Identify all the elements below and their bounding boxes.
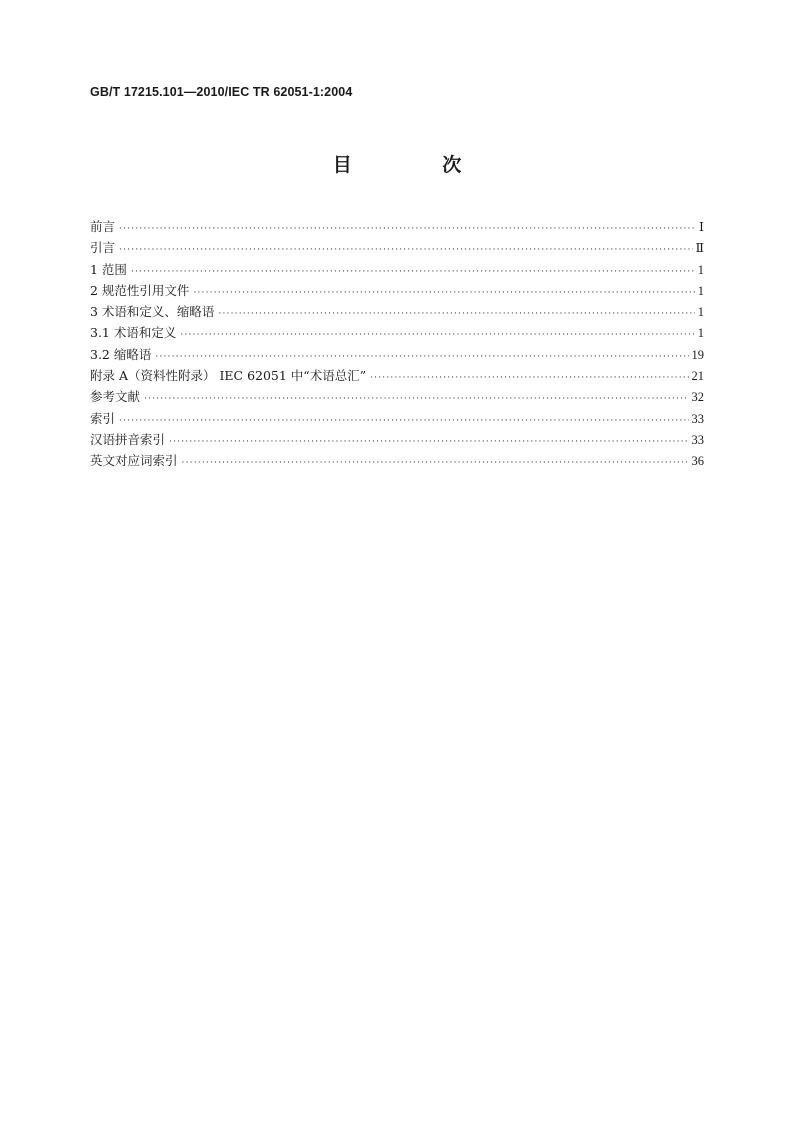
toc-title: 目 次 xyxy=(332,154,504,176)
toc-entry-label: 3 术语和定义、缩略语 xyxy=(90,304,215,320)
dot-leader xyxy=(144,389,688,410)
toc-entry-normative-references[interactable] xyxy=(90,280,704,301)
toc-entry-page: 19 xyxy=(691,347,704,362)
toc-entry-label: 索引 xyxy=(90,410,116,426)
dot-leader xyxy=(119,240,692,261)
toc-entry-page: Ⅰ xyxy=(699,220,704,234)
toc-entry-page: Ⅱ xyxy=(695,241,704,256)
dot-leader xyxy=(131,262,695,283)
toc-entry-scope[interactable] xyxy=(90,259,704,280)
toc-entry-label: 前言 xyxy=(90,219,116,234)
toc-entry-foreword[interactable] xyxy=(90,216,704,237)
toc-entry-annex-a[interactable] xyxy=(90,365,704,386)
toc-entry-page: 1 xyxy=(697,283,704,298)
toc-entry-page: 1 xyxy=(697,262,704,277)
document-code: GB/T 17215.101—2010/IEC TR 62051-1:2004 xyxy=(90,85,353,99)
toc-entry-label: 1 范围 xyxy=(90,261,127,277)
toc-entry-introduction[interactable] xyxy=(90,237,704,258)
toc-entry-page: 21 xyxy=(691,369,704,384)
toc-entry-pinyin-index[interactable] xyxy=(90,429,704,450)
toc-entry-terms-definitions[interactable] xyxy=(90,322,704,343)
toc-entry-page: 33 xyxy=(691,411,704,426)
dot-leader xyxy=(169,432,688,453)
toc-entry-english-index[interactable] xyxy=(90,450,704,471)
toc-entry-terms-abbreviations[interactable] xyxy=(90,301,704,322)
dot-leader xyxy=(119,411,688,432)
toc-entry-label: 附录 A（资料性附录） IEC 62051 中“术语总汇” xyxy=(90,368,367,384)
toc-entry-label: 汉语拼音索引 xyxy=(90,431,166,447)
dot-leader xyxy=(218,304,694,325)
dot-leader xyxy=(182,453,689,474)
toc-entry-index[interactable] xyxy=(90,408,704,429)
toc-entry-label: 2 规范性引用文件 xyxy=(90,282,190,298)
table-of-contents xyxy=(90,216,704,472)
toc-entry-label: 3.1 术语和定义 xyxy=(90,325,177,341)
toc-entry-page: 33 xyxy=(691,432,704,447)
toc-entry-page: 32 xyxy=(691,390,704,405)
dot-leader xyxy=(193,283,694,304)
dot-leader xyxy=(180,325,694,346)
toc-entry-bibliography[interactable] xyxy=(90,386,704,407)
toc-entry-label: 3.2 缩略语 xyxy=(90,346,152,362)
dot-leader xyxy=(119,219,696,240)
toc-entry-page: 36 xyxy=(691,454,704,469)
toc-entry-abbreviations[interactable] xyxy=(90,344,704,365)
dot-leader xyxy=(370,368,688,389)
toc-entry-label: 英文对应词索引 xyxy=(90,453,178,469)
toc-entry-page: 1 xyxy=(697,326,704,341)
toc-entry-label: 参考文献 xyxy=(90,389,141,405)
toc-entry-page: 1 xyxy=(697,305,704,320)
toc-entry-label: 引言 xyxy=(90,240,116,256)
